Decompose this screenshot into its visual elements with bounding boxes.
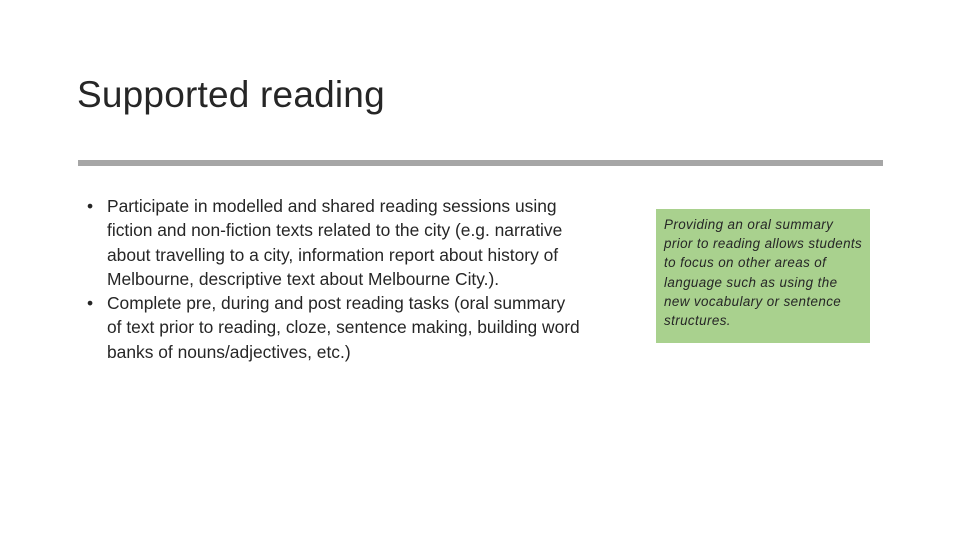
title-divider bbox=[78, 160, 883, 166]
bullet-item bbox=[87, 194, 582, 291]
teacher-note-box bbox=[656, 209, 870, 343]
bullet-text: Complete pre, during and post reading tasks (oral summary of text prior to reading, cloze, sentence making, building word banks of nouns/adjectives, etc.) bbox=[107, 293, 580, 362]
bullet-item bbox=[87, 291, 582, 364]
bullet-list bbox=[87, 194, 582, 364]
bullet-text: Participate in modelled and shared reading sessions using fiction and non-fiction texts related to the city (e.g. narrative about travelling to a city, information report about history of Melbourne, descriptive text about Melbourne City.). bbox=[107, 196, 563, 289]
teacher-note-text: Providing an oral summary prior to reading allows students to focus on other areas of language such as using the new vocabulary or sentence structures. bbox=[664, 217, 863, 329]
bullet-marker-icon: • bbox=[87, 293, 94, 314]
slide-title: Supported reading bbox=[77, 74, 385, 115]
bullet-marker-icon: • bbox=[87, 196, 94, 216]
